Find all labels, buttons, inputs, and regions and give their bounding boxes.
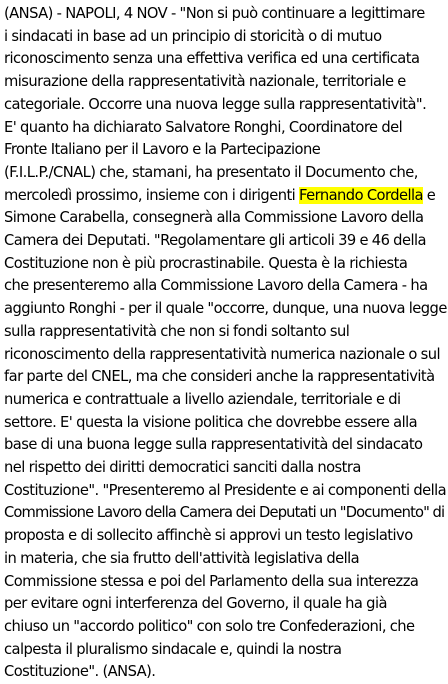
line-9-text-before: mercoledì prossimo, insieme con i dirigenti <box>4 186 300 204</box>
article-line-11: Camera dei Deputati. "Regolamentare gli articoli 39 e 46 della <box>4 232 426 250</box>
article-line-19: settore. E' questa la visione politica che dovrebbe essere alla <box>4 413 418 431</box>
article-line-24: proposta e di sollecito affinchè si approvi un testo legislativo <box>4 527 413 545</box>
article-line-9 <box>4 185 448 208</box>
article-line-5: categoriale. Occorre una nuova legge sulla rappresentatività". <box>4 95 427 113</box>
article-line-4: misurazione della rappresentatività nazionale, territoriale e <box>4 73 406 91</box>
article-line-1: (ANSA) - NAPOLI, 4 NOV - "Non si può continuare a legittimare <box>4 5 425 22</box>
line-9-text-after: e <box>422 186 436 204</box>
article-line-23: Commissione Lavoro della Camera dei Deputati un "Documento" di <box>4 504 445 522</box>
article-line-30: Costituzione". (ANSA). <box>4 663 156 681</box>
article-line-28: chiuso un "accordo politico" con solo tre Confederazioni, che <box>4 617 415 635</box>
article-line-17: far parte del CNEL, ma che consideri anche la rappresentatività <box>4 368 435 386</box>
article-line-14: aggiunto Ronghi - per il quale "occorre, dunque, una nuova legge <box>4 300 447 318</box>
article-line-29: calpesta il pluralismo sindacale e, quindi la nostra <box>4 640 342 658</box>
article-line-26: Commissione stessa e poi del Parlamento della sua interezza <box>4 572 419 590</box>
article-line-16: riconoscimento della rappresentatività numerica nazionale o sul <box>4 345 441 363</box>
highlighted-name: Fernando Cordella <box>299 186 423 204</box>
article-line-8: (F.I.L.P./CNAL) che, stamani, ha presentato il Documento che, <box>4 163 418 181</box>
article-line-10: Simone Carabella, consegnerà alla Commissione Lavoro della <box>4 209 424 227</box>
article-line-13: che presenteremo alla Commissione Lavoro della Camera - ha <box>4 277 428 295</box>
article-line-22: Costituzione". "Presenteremo al Presidente e ai componenti della <box>4 481 447 499</box>
article-line-15: sulla rappresentatività che non si fondi soltanto sul <box>4 322 350 340</box>
article-body <box>4 3 448 684</box>
article-line-18: numerica e contrattuale a livello aziendale, territoriale e di <box>4 390 401 408</box>
article-line-2: i sindacati in base ad un principio di storicità o di mutuo <box>4 27 382 45</box>
article-line-12: Costituzione non è più procrastinabile. Questa è la richiesta <box>4 254 408 272</box>
article-line-3: riconoscimento senza una effettiva verifica ed una certificata <box>4 50 420 68</box>
article-line-25: in materia, che sia frutto dell'attività legislativa della <box>4 549 360 567</box>
article-line-6: E' quanto ha dichiarato Salvatore Ronghi, Coordinatore del <box>4 118 403 136</box>
article-line-7: Fronte Italiano per il Lavoro e la Partecipazione <box>4 141 321 159</box>
article-line-21: nel rispetto dei diritti democratici sanciti dalla nostra <box>4 459 361 477</box>
article-line-27: per evitare ogni interferenza del Governo, il quale ha già <box>4 595 387 613</box>
article-line-20: base di una buona legge sulla rappresentatività del sindacato <box>4 436 423 454</box>
